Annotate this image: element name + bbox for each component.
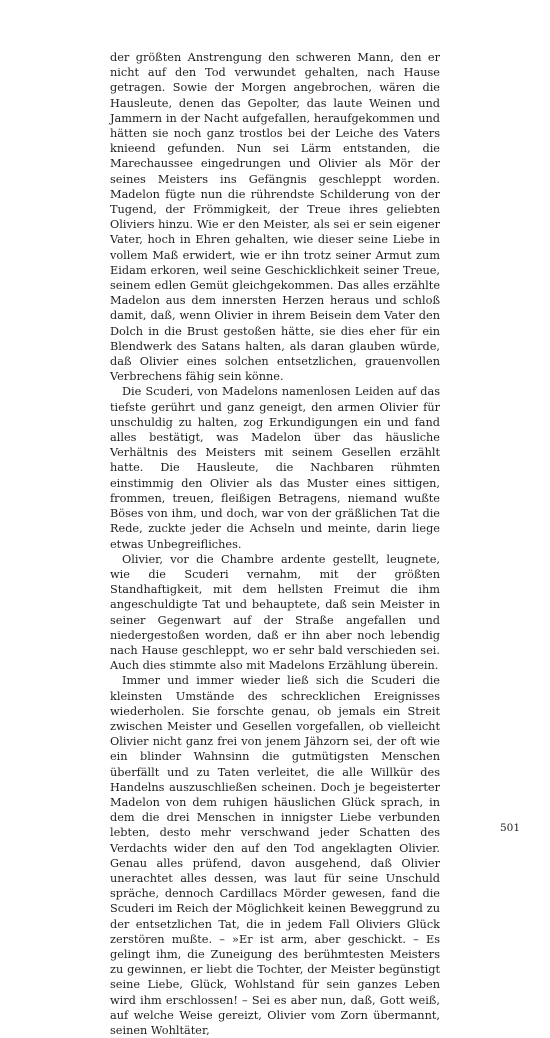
body-text — [110, 50, 440, 1038]
page-number: 501 — [499, 822, 520, 834]
paragraph-4: Immer und immer wieder ließ sich die Scuderi die kleinsten Umstände des schrecklichen Ereignisses wiederholen. Sie forschte genau, ob jemals ein Streit zwischen Meister und Gesellen vorgefallen, ob vielleicht Olivier nicht ganz frei von jenem Jähzorn sei, der oft wie ein blinder Wahnsinn die gutmütigsten Menschen überfällt und zu Taten verleitet, die alle Willkür des Handelns auszuschließen scheinen. Doch je begeisterter Madelon von dem ruhigen häuslichen Glück sprach, in dem die drei Menschen in innigster Liebe verbunden lebten, desto mehr verschwand jeder Schatten des Verdachts wider den auf den Tod angeklagten Olivier. Genau alles prüfend, davon ausgehend, daß Olivier unerachtet alles dessen, was laut für seine Unschuld spräche, dennoch Cardillacs Mörder gewesen, fand die Scuderi im Reich der Möglichkeit keinen Beweggrund zu der entsetzlichen Tat, die in jedem Fall Oliviers Glück zerstören mußte. – »Er ist arm, aber geschickt. – Es gelingt ihm, die Zuneigung des berühmtesten Meisters zu gewinnen, er liebt die Tochter, der Meister begünstigt seine Liebe, Glück, Wohlstand für sein ganzes Leben wird ihm erschlossen! – Sei es aber nun, daß, Gott weiß, auf welche Weise gereizt, Olivier vom Zorn übermannt, seinen Wohltäter, — [110, 674, 440, 1037]
paragraph-3: Olivier, vor die Chambre ardente gestellt, leugnete, wie die Scuderi vernahm, mit der größten Standhaftigkeit, mit dem hellsten Freimut die ihm angeschuldigte Tat und behauptete, daß sein Meister in seiner Gegenwart auf der Straße angefallen und niedergestoßen worden, daß er ihn aber noch lebendig nach Hause geschleppt, wo er sehr bald verschieden sei. Auch dies stimmte also mit Madelons Erzählung überein. — [110, 552, 440, 673]
paragraph-2: Die Scuderi, von Madelons namenlosen Leiden auf das tiefste gerührt und ganz geneigt, den armen Olivier für unschuldig zu halten, zog Erkundigungen ein und fand alles bestätigt, was Madelon über das häusliche Verhältnis des Meisters mit seinem Gesellen erzählt hatte. Die Hausleute, die Nachbaren rühmten einstimmig den Olivier als das Muster eines sittigen, frommen, treuen, fleißigen Betragens, niemand wußte Böses von ihm, und doch, war von der gräßlichen Tat die Rede, zuckte jeder die Achseln und meinte, darin liege etwas Unbegreifliches. — [110, 385, 440, 551]
paragraph-1: der größten Anstrengung den schweren Mann, den er nicht auf den Tod verwundet gehalten, nach Hause getragen. Sowie der Morgen angebrochen, wären die Hausleute, denen das Gepolter, das laute Weinen und Jammern in der Nacht aufgefallen, heraufgekommen und hätten sie noch ganz trostlos bei der Leiche des Vaters knieend gefunden. Nun sei Lärm entstanden, die Marechaussee eingedrungen und Olivier als Mör der seines Meisters ins Gefängnis geschleppt worden. Madelon fügte nun die rührendste Schilderung von der Tugend, der Frömmigkeit, der Treue ihres geliebten Oliviers hinzu. Wie er den Meister, als sei er sein eigener Vater, hoch in Ehren gehalten, wie dieser seine Liebe in vollem Maß erwidert, wie er ihn trotz seiner Armut zum Eidam erkoren, weil seine Geschicklichkeit seiner Treue, seinem edlen Gemüt gleichgekommen. Das alles erzählte Madelon aus dem innersten Herzen heraus und schloß damit, daß, wenn Olivier in ihrem Beisein dem Vater den Dolch in die Brust gestoßen hätte, sie dies eher für ein Blendwerk des Satans halten, als daran glauben würde, daß Olivier eines solchen entsetzlichen, grauenvollen Verbrechens fähig sein könne. — [110, 51, 440, 384]
